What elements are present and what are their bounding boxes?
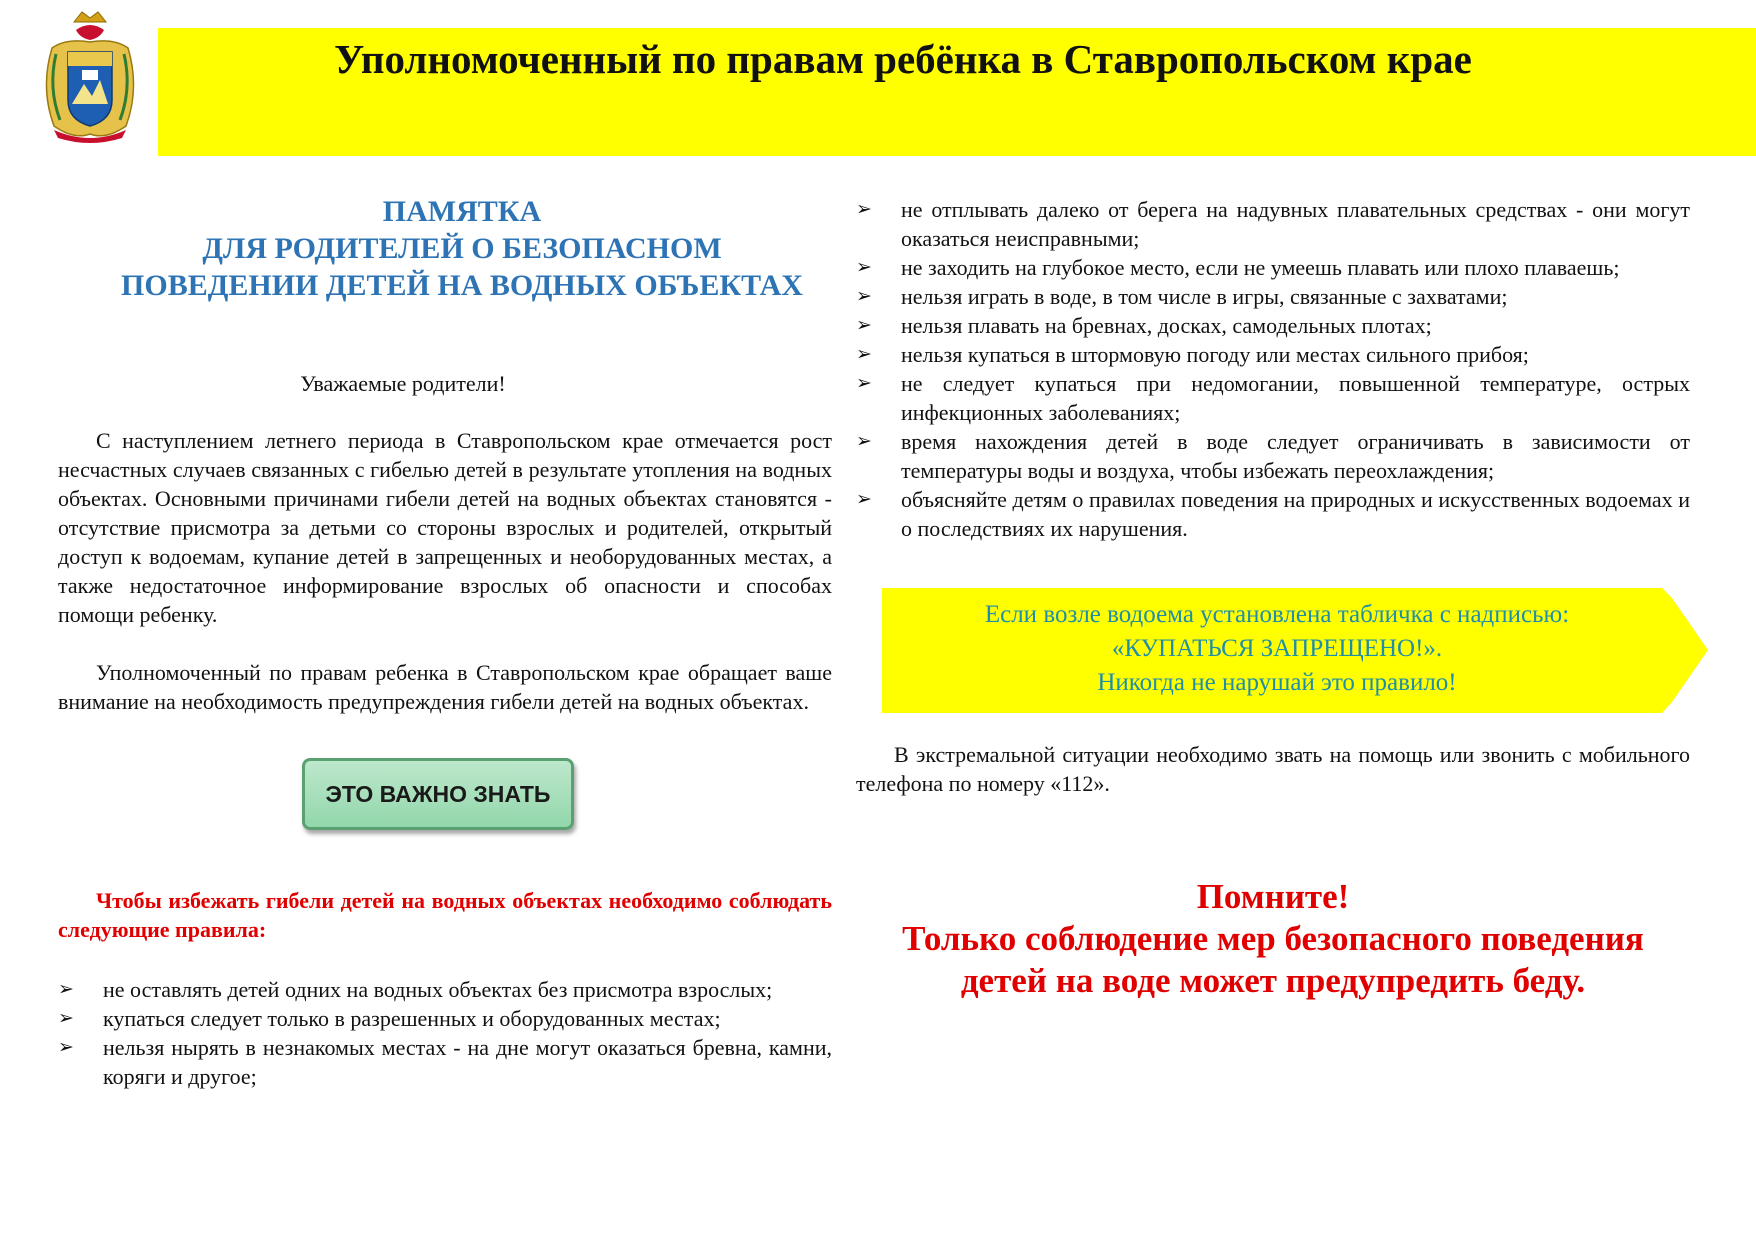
list-item-text: нельзя плавать на бревнах, досках, самодельных плотах; (901, 313, 1432, 338)
list-item-text: нельзя играть в воде, в том числе в игры, связанные с захватами; (901, 284, 1508, 309)
list-item (856, 485, 1690, 543)
list-item-text: нельзя купаться в штормовую погоду или местах сильного прибоя; (901, 342, 1529, 367)
list-item (856, 195, 1690, 253)
callout-line: «КУПАТЬСЯ ЗАПРЕЩЕНО!». (1111, 635, 1443, 662)
memo-title (58, 193, 866, 304)
coat-of-arms-icon (34, 8, 146, 148)
list-item-text: не следует купаться при недомогании, повышенной температуре, острых инфекционных заболеваниях; (901, 371, 1690, 425)
greeting: Уважаемые родители! (300, 371, 506, 396)
header-title: Уполномоченный по правам ребёнка в Ставропольском крае (334, 36, 1472, 82)
arrow-bullet-icon: ➢ (58, 978, 74, 1000)
right-rules-list (856, 195, 1690, 543)
remember-line: Помните! (1196, 877, 1350, 916)
arrow-bullet-icon: ➢ (856, 430, 872, 452)
arrow-bullet-icon: ➢ (856, 198, 872, 220)
arrow-bullet-icon: ➢ (856, 314, 872, 336)
list-item (856, 311, 1690, 340)
rules-heading-text: Чтобы избежать гибели детей на водных объектах необходимо соблюдать следующие правила: (58, 888, 832, 942)
arrow-bullet-icon: ➢ (58, 1036, 74, 1058)
arrow-bullet-icon: ➢ (856, 372, 872, 394)
list-item (58, 975, 832, 1004)
emergency-paragraph (856, 740, 1690, 798)
list-item-text: объясняйте детям о правилах поведения на природных и искусственных водоемах и о последствиях их нарушения. (901, 487, 1690, 541)
arrow-bullet-icon: ➢ (856, 488, 872, 510)
remember-block (856, 876, 1690, 1002)
remember-line: детей на воде может предупредить беду. (960, 961, 1586, 1000)
callout-line: Если возле водоема установлена табличка с надписью: (984, 601, 1570, 628)
list-item-text: не оставлять детей одних на водных объектах без присмотра взрослых; (103, 977, 773, 1002)
arrow-bullet-icon: ➢ (856, 343, 872, 365)
emergency-text: В экстремальной ситуации необходимо звать на помощь или звонить с мобильного телефона по номеру «112». (856, 742, 1690, 796)
left-rules-list (58, 975, 832, 1091)
list-item-text: время нахождения детей в воде следует ограничивать в зависимости от температуры воды и воздуха, чтобы избежать переохлаждения; (901, 429, 1690, 483)
rules-heading (58, 886, 832, 944)
memo-title-line: ПАМЯТКА (382, 195, 542, 228)
list-item (856, 253, 1690, 282)
intro-paragraph-text: С наступлением летнего периода в Ставропольском крае отмечается рост несчастных случаев связанных с гибелью детей в результате утопления на водных объектах. Основными причинами гибели детей на водных объектах становятся - отсутствие присмотра за детьми со стороны взрослых и родителей, открытый доступ к водоемам, купание детей в запрещенных и необорудованных местах, а также недостаточное информирование взрослых об опасности и способах помощи ребенку. (58, 428, 832, 627)
important-to-know-button[interactable]: ЭТО ВАЖНО ЗНАТЬ (302, 758, 574, 830)
list-item (58, 1004, 832, 1033)
callout-line: Никогда не нарушай это правило! (1097, 669, 1457, 696)
list-item-text: нельзя нырять в незнакомых местах - на дне могут оказаться бревна, камни, коряги и другое; (103, 1035, 832, 1089)
list-item (856, 340, 1690, 369)
warning-callout (882, 588, 1708, 713)
arrow-bullet-icon: ➢ (856, 285, 872, 307)
memo-title-line: ДЛЯ РОДИТЕЛЕЙ О БЕЗОПАСНОМ (202, 232, 722, 265)
remember-line: Только соблюдение мер безопасного поведения (902, 919, 1644, 958)
arrow-bullet-icon: ➢ (856, 256, 872, 278)
list-item-text: купаться следует только в разрешенных и оборудованных местах; (103, 1006, 721, 1031)
arrow-bullet-icon: ➢ (58, 1007, 74, 1029)
list-item (856, 282, 1690, 311)
ombudsman-paragraph-text: Уполномоченный по правам ребенка в Ставропольском крае обращает ваше внимание на необходимость предупреждения гибели детей на водных объектах. (58, 660, 832, 714)
ombudsman-paragraph (58, 658, 832, 716)
list-item-text: не отплывать далеко от берега на надувных плавательных средствах - они могут оказаться неисправными; (901, 197, 1690, 251)
list-item-text: не заходить на глубокое место, если не умеешь плавать или плохо плаваешь; (901, 255, 1620, 280)
intro-paragraph (58, 426, 832, 629)
list-item (856, 369, 1690, 427)
list-item (856, 427, 1690, 485)
list-item (58, 1033, 832, 1091)
memo-title-line: ПОВЕДЕНИИ ДЕТЕЙ НА ВОДНЫХ ОБЪЕКТАХ (121, 269, 803, 302)
callout-text (882, 598, 1672, 700)
